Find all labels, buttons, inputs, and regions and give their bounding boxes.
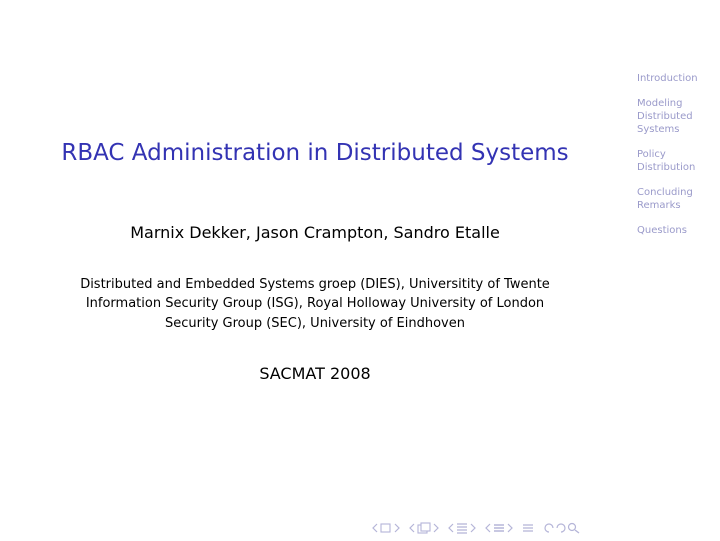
sidebar-item-label: Policy bbox=[637, 149, 666, 160]
sidebar-item-label: Remarks bbox=[637, 200, 681, 211]
sidebar-item-label: Introduction bbox=[637, 73, 698, 84]
sidebar-item-label: Distribution bbox=[637, 162, 696, 173]
affiliation-dies: Distributed and Embedded Systems groep (DIES), Universitity of Twente bbox=[80, 277, 550, 292]
nav-right-arrow-icon[interactable] bbox=[469, 523, 476, 533]
appendix-nav-group bbox=[522, 522, 534, 534]
subsection-icon[interactable] bbox=[416, 522, 432, 534]
forward-icon[interactable] bbox=[555, 522, 567, 534]
nav-left-arrow-icon[interactable] bbox=[485, 523, 492, 533]
authors: Marnix Dekker, Jason Crampton, Sandro Etalle bbox=[130, 223, 500, 242]
sidebar-item-label: Distributed bbox=[637, 111, 693, 122]
toc-icon[interactable] bbox=[492, 522, 506, 534]
sidebar-item-label: Systems bbox=[637, 124, 680, 135]
frame-nav-group bbox=[372, 523, 400, 533]
sidebar-item-label: Modeling bbox=[637, 98, 683, 109]
section-nav-group bbox=[448, 522, 476, 534]
document-nav-group bbox=[485, 522, 513, 534]
nav-right-arrow-icon[interactable] bbox=[506, 523, 513, 533]
sidebar-item-label: Concluding bbox=[637, 187, 693, 198]
subsection-nav-group bbox=[409, 522, 439, 534]
align-icon[interactable] bbox=[522, 522, 534, 534]
sidebar-item-introduction[interactable] bbox=[637, 72, 717, 85]
slide-title: RBAC Administration in Distributed Systems bbox=[61, 140, 569, 166]
nav-left-arrow-icon[interactable] bbox=[448, 523, 455, 533]
frame-icon[interactable] bbox=[379, 523, 393, 533]
affiliation-isg: Information Security Group (ISG), Royal Holloway University of London bbox=[85, 296, 545, 311]
back-icon[interactable] bbox=[543, 522, 555, 534]
nav-left-arrow-icon[interactable] bbox=[372, 523, 379, 533]
search-icon[interactable] bbox=[567, 522, 581, 534]
search-nav-group bbox=[543, 522, 581, 534]
sidebar-item-concluding-remarks[interactable] bbox=[637, 186, 717, 212]
section-icon[interactable] bbox=[455, 522, 469, 534]
nav-right-arrow-icon[interactable] bbox=[432, 523, 439, 533]
sidebar-item-modeling-distributed-systems[interactable] bbox=[637, 97, 717, 136]
nav-left-arrow-icon[interactable] bbox=[409, 523, 416, 533]
sidebar-toc bbox=[637, 72, 717, 249]
sidebar-item-policy-distribution[interactable] bbox=[637, 148, 717, 174]
nav-right-arrow-icon[interactable] bbox=[393, 523, 400, 533]
navigation-bar bbox=[372, 521, 590, 535]
sidebar-item-label: Questions bbox=[637, 225, 687, 236]
affiliation-sec: Security Group (SEC), University of Eindhoven bbox=[165, 316, 465, 331]
sidebar-item-questions[interactable] bbox=[637, 224, 717, 237]
event-name: SACMAT 2008 bbox=[259, 364, 371, 383]
